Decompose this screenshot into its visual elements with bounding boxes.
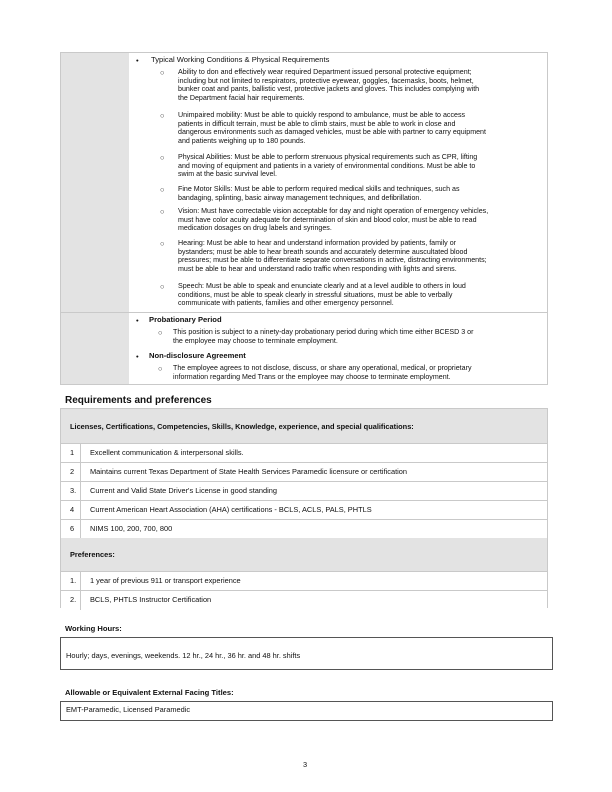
sub-bullet-icon: ○ [160, 185, 165, 194]
probationary-line: the employee may choose to terminate employment. [173, 336, 338, 345]
condition-line: Vision: Must have correctable vision acceptable for day and night operation of emergency vehicles, [178, 207, 489, 215]
requirement-row [61, 520, 547, 539]
condition-item [178, 185, 538, 202]
preference-number: 1. [61, 572, 81, 590]
sub-bullet-icon: ○ [158, 364, 163, 373]
requirement-text: NIMS 100, 200, 700, 800 [90, 524, 173, 533]
conditions-heading: Typical Working Conditions & Physical Requirements [151, 55, 330, 64]
requirement-row [61, 482, 547, 501]
sub-bullet-icon: ○ [158, 328, 163, 337]
requirement-number: 3. [61, 482, 81, 500]
requirement-text: Maintains current Texas Department of State Health Services Paramedic licensure or certification [90, 467, 407, 476]
conditions-table-left-column [61, 53, 129, 384]
requirement-text: Current and Valid State Driver's License in good standing [90, 486, 277, 495]
sub-bullet-icon: ○ [160, 239, 165, 248]
probationary-text [173, 328, 533, 345]
condition-line: Hearing: Must be able to hear and understand information provided by patients, family or [178, 239, 456, 247]
condition-line: the Department facial hair requirements. [178, 93, 305, 102]
requirement-text: Excellent communication & interpersonal skills. [90, 448, 244, 457]
preferences-header [61, 538, 547, 572]
nondisclosure-heading: Non-disclosure Agreement [149, 351, 246, 360]
condition-line: patients in difficult terrain, must be able to climb stairs, must be able to work in close and [178, 119, 456, 128]
titles-label: Allowable or Equivalent External Facing Titles: [65, 688, 234, 697]
working-hours-value: Hourly; days, evenings, weekends. 12 hr., 24 hr., 36 hr. and 48 hr. shifts [66, 651, 301, 660]
nondisclosure-line: The employee agrees to not disclose, discuss, or share any operational, medical, or proprietary [173, 364, 472, 372]
bullet-icon: • [136, 352, 139, 361]
nondisclosure-line: information regarding Med Trans or the employee may choose to terminate employment. [173, 372, 451, 381]
preference-number: 2. [61, 591, 81, 610]
nondisclosure-text [173, 364, 533, 381]
condition-line: swim at the basic survival level. [178, 170, 277, 179]
condition-line: Fine Motor Skills: Must be able to perform required medical skills and techniques, such as [178, 185, 460, 193]
titles-box [60, 701, 553, 721]
condition-item [178, 282, 538, 308]
condition-line: Speech: Must be able to speak and enunciate clearly and at a level audible to others in loud [178, 282, 466, 290]
condition-line: pressures; must be able to differentiate separate conversations in active, distracting environments; [178, 256, 487, 265]
requirements-table [60, 408, 548, 608]
condition-line: communicate with patients, families and other emergency personnel. [178, 299, 394, 308]
probationary-line: This position is subject to a ninety-day probationary period during which time either BCESD 3 or [173, 328, 474, 336]
condition-line: Ability to don and effectively wear required Department issued personal protective equipment; [178, 68, 472, 76]
requirement-text: Current American Heart Association (AHA) certifications - BCLS, ACLS, PALS, PHTLS [90, 505, 372, 514]
conditions-table-divider [61, 312, 547, 313]
condition-item [178, 239, 538, 273]
condition-line: medication dosages on drug labels and syringes. [178, 224, 332, 233]
sub-bullet-icon: ○ [160, 68, 165, 77]
condition-line: including but not limited to respirators, protective eyewear, goggles, facemasks, boots, helmet, [178, 76, 474, 85]
condition-line: Physical Abilities: Must be able to perform strenuous physical requirements such as CPR, lifting [178, 153, 478, 161]
requirement-number: 6 [61, 520, 81, 538]
condition-line: and moving of equipment and patients in a variety of environmental conditions. Must be able to [178, 161, 476, 170]
condition-line: Unimpaired mobility: Must be able to quickly respond to ambulance, must be able to access [178, 111, 466, 119]
page-number: 3 [303, 760, 308, 769]
sub-bullet-icon: ○ [160, 282, 165, 291]
requirements-header [61, 409, 547, 444]
condition-item [178, 68, 538, 102]
sub-bullet-icon: ○ [160, 207, 165, 216]
sub-bullet-icon: ○ [160, 111, 165, 120]
condition-line: must have color acuity adequate for determination of skin and blood color, must be able to read [178, 215, 477, 224]
condition-line: and patients weighing up to 180 pounds. [178, 136, 306, 145]
condition-line: bystanders; must be able to hear breath sounds and accurately determine auscultated blood [178, 247, 468, 256]
condition-line: bunker coat and pants, ballistic vest, protective jackets and gloves. This includes complying with [178, 85, 480, 94]
sub-bullet-icon: ○ [160, 153, 165, 162]
preference-row [61, 572, 547, 591]
requirement-number: 4 [61, 501, 81, 519]
preference-text: 1 year of previous 911 or transport experience [90, 576, 241, 585]
titles-value: EMT-Paramedic, Licensed Paramedic [66, 705, 191, 714]
condition-item [178, 111, 538, 145]
requirement-row [61, 463, 547, 482]
preference-text: BCLS, PHTLS Instructor Certification [90, 595, 212, 604]
requirement-row [61, 501, 547, 520]
preference-row [61, 591, 547, 610]
probationary-heading: Probationary Period [149, 315, 222, 324]
bullet-icon: • [136, 316, 139, 325]
preferences-header-text: Preferences: [70, 550, 115, 559]
condition-item [178, 207, 538, 233]
condition-line: bandaging, splinting, basic airway management techniques, and defibrillation. [178, 193, 422, 202]
working-hours-box [60, 637, 553, 670]
requirement-number: 2 [61, 463, 81, 481]
condition-item [178, 153, 538, 179]
requirement-row [61, 444, 547, 463]
condition-line: dangerous environments such as damaged vehicles, must be able with partner to carry equipment [178, 128, 486, 137]
requirement-number: 1 [61, 444, 81, 462]
bullet-icon: • [136, 56, 139, 65]
working-hours-label: Working Hours: [65, 624, 122, 633]
condition-line: must be able to hear and understand radio traffic when responding with lights and sirens. [178, 264, 457, 273]
condition-line: conditions, must be able to speak clearly in stressful situations, must be able to verbally [178, 290, 453, 299]
requirements-header-text: Licenses, Certifications, Competencies, Skills, Knowledge, experience, and special qualifications: [70, 422, 414, 431]
requirements-title: Requirements and preferences [65, 395, 212, 406]
